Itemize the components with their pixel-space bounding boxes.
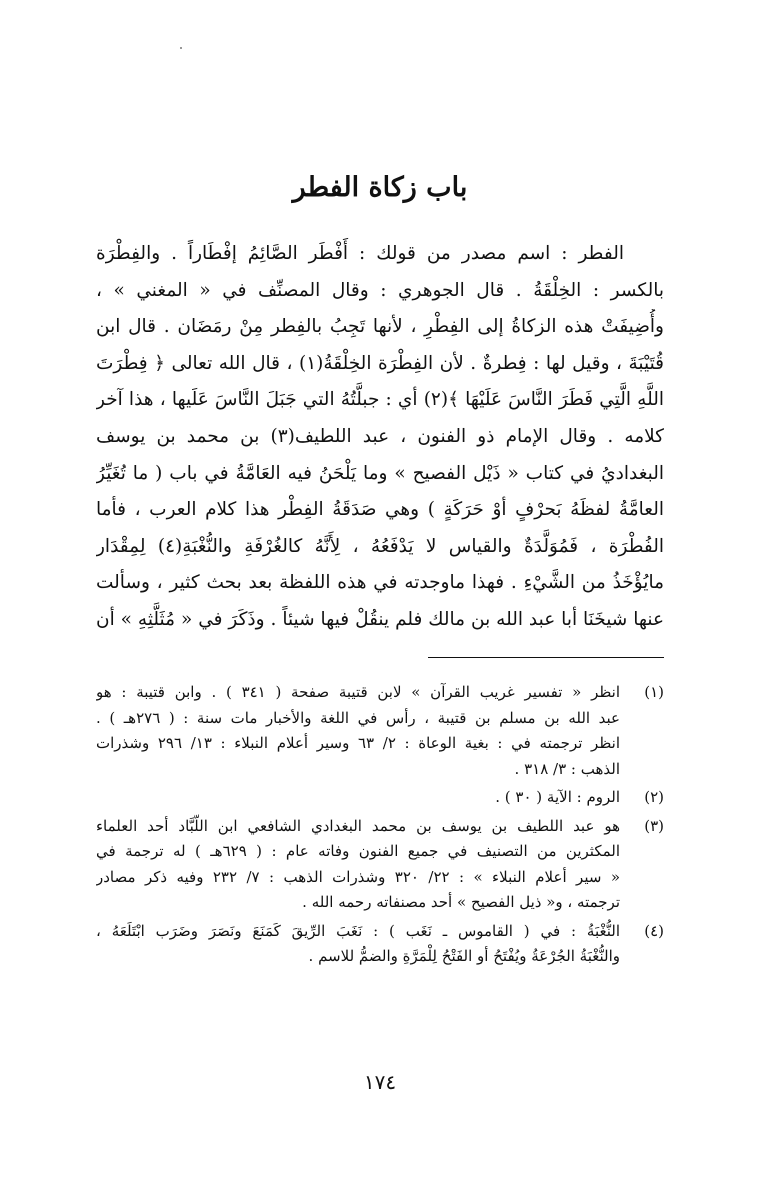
footnote-separator bbox=[428, 657, 664, 658]
footnote-number: (٣) bbox=[644, 816, 664, 835]
text-line: الفطر : اسم مصدر من قولك : أَفْطَر الصَّائِمُ إفْطَاراً . والفِطْرَة bbox=[96, 243, 624, 264]
footnote-line: ترجمته ، و« ذيل الفصيح » أحد مصنفاته رحمه الله . bbox=[302, 893, 620, 911]
footnote-line: انظر ترجمته في : بغية الوعاة : ٢/ ٦٣ وسير أعلام النبلاء : ١٣/ ٢٩٦ وشذرات bbox=[96, 734, 620, 752]
footnotes bbox=[96, 680, 664, 973]
page-number: ١٧٤ bbox=[363, 1070, 397, 1094]
footnote bbox=[96, 814, 664, 916]
footnote-line: والنُّغْبَةُ الجُرْعَةُ ويُفْتَحُ أو الفَتْحُ لِلْمَرَّةِ والضمُّ للاسم . bbox=[308, 947, 620, 965]
text-line: الفُطْرَة ، فَمُوَلَّدَةٌ والقياس لا يَدْفَعُهُ ، لِأَنَّهُ كالغُرْفَةِ والنُّغْبَةِ(٤) لِمِقْدَار bbox=[96, 535, 664, 557]
text-line: العامَّةُ لفظَهُ بَحرْفٍ أوْ حَرَكَةٍ ) وهي صَدَقَةُ الفِطْر هذا كلام العرب ، فأما bbox=[96, 499, 664, 521]
text-line: بالكسر : الخِلْقَةُ . قال الجوهري : وقال المصنِّف في « المغني » ، bbox=[96, 279, 664, 301]
footnote-line: « سير أعلام النبلاء » : ٢٢/ ٣٢٠ وشذرات الذهب : ٧/ ٢٣٢ وفيه ذكر مصادر bbox=[96, 867, 620, 886]
footnote-line: انظر « تفسير غريب القرآن » لابن قتيبة صفحة ( ٣٤١ ) . وابن قتيبة : هو bbox=[96, 683, 620, 701]
text-line: كلامه . وقال الإمام ذو الفنون ، عبد اللطيف(٣) بن محمد بن يوسف bbox=[96, 425, 664, 447]
footnote-line: المكثرين من التصنيف في جميع الفنون وفاته عام : ( ٦٢٩هـ ) له ترجمة في bbox=[96, 842, 620, 860]
footnote bbox=[96, 919, 664, 970]
footnote-line: هو عبد اللطيف بن يوسف بن محمد البغدادي الشافعي ابن اللَّبَّاد أحد العلماء bbox=[96, 816, 620, 835]
footnote bbox=[96, 680, 664, 782]
footnote-number: (٢) bbox=[644, 788, 664, 806]
footnote-line: النُّغْبَةُ : في ( القاموس ـ نَغَب ) : نَغَبَ الرِّيقَ كَمَنَعَ ونَصَرَ وضَرَب ابْتَلَعَهُ ، bbox=[96, 921, 620, 940]
main-text bbox=[96, 236, 664, 639]
text-line: عنها شيخَنَا أبا عبد الله بن مالك فلم ينقُلْ فيها شيئاً . وذَكَرَ في « مُثَلَّثِهِ » أن bbox=[96, 608, 664, 630]
scan-speck bbox=[180, 47, 182, 49]
text-line: مايُؤْخَذُ من الشَّيْءِ . فهذا ماوجدته في هذه اللفظة بعد بحث كثير ، وسألت bbox=[96, 572, 664, 594]
text-line: قُتَيْبَةَ ، وقيل لها : فِطرةٌ . لأن الفِطْرَة الخِلْقَةُ(١) ، قال الله تعالى ﴿ فِطْرَتَ bbox=[96, 352, 664, 374]
footnote-line: الذهب : ٣/ ٣١٨ . bbox=[514, 759, 620, 778]
chapter-title: باب زكاة الفطر bbox=[292, 172, 468, 203]
footnote-line: الروم : الآية ( ٣٠ ) . bbox=[495, 788, 620, 806]
text-line: البغداديُ في كتاب « ذَيْل الفصيح » وما يَلْحَنُ فيه العَامَّةُ في باب ( ما تُغَيِّرُ bbox=[96, 462, 664, 484]
footnote bbox=[96, 785, 664, 811]
footnote-number: (٤) bbox=[644, 921, 664, 940]
footnote-line: عبد الله بن مسلم بن قتيبة ، رأس في اللغة والأخبار مات سنة : ( ٢٧٦هـ ) . bbox=[96, 708, 620, 727]
footnote-number: (١) bbox=[644, 683, 664, 701]
text-line: اللَّهِ الَّتِي فَطَرَ النَّاسَ عَلَيْهَا ﴾(٢) أي : جبلَّتُهُ التي جَبَلَ النَّاسَ عَلَيها ، هذا آخر bbox=[96, 389, 664, 411]
text-line: وأُضِيفَتْ هذه الزكاةُ إلى الفِطْرِ ، لأنها تَجِبُ بالفِطر مِنْ رمَضَان . قال ابن bbox=[96, 316, 664, 338]
